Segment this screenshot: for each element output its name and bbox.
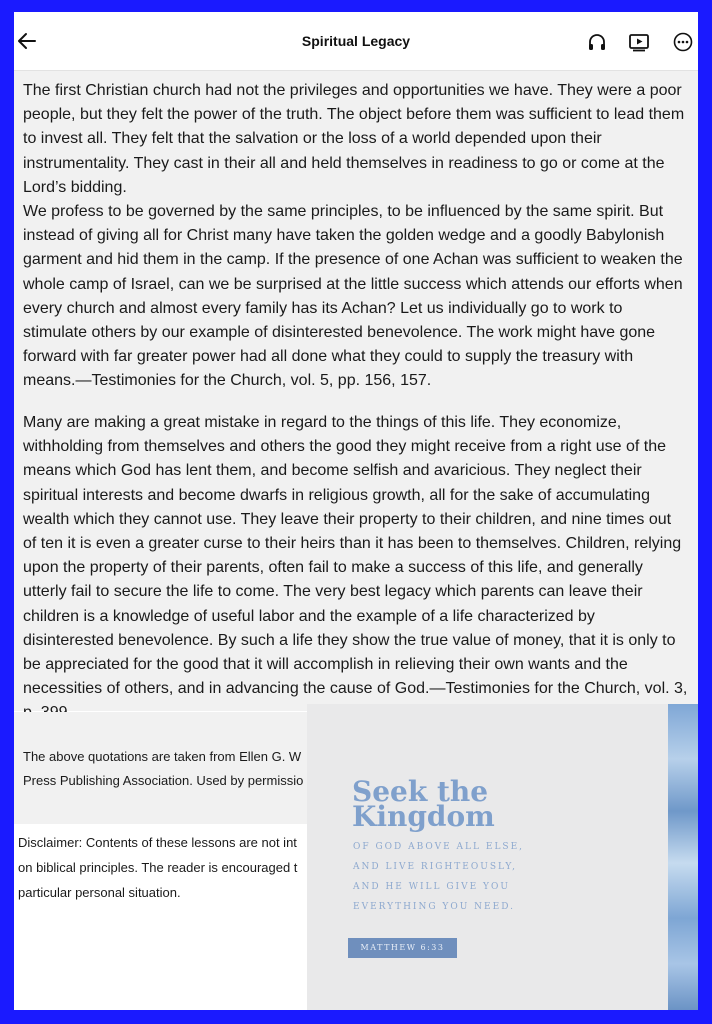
paragraph-1: The first Christian church had not the privileges and opportunities we have. They were a poor people, but they felt the power of the truth. The object before them was sufficient to lead them to invest all. They felt that the salvation or the loss of a world depended upon their instrumentality. They cast in their all and held themselves in readiness to go or come at the Lord’s bidding. (23, 82, 685, 196)
play-video-icon[interactable] (628, 31, 650, 53)
poster-verse-line-4: EVERYTHING YOU NEED. (353, 902, 515, 912)
disclaimer-line-3: particular personal situation. (18, 885, 181, 900)
poster-verse-line-1: OF GOD ABOVE ALL ELSE, (353, 842, 525, 852)
source-note-line-2: Press Publishing Association. Used by permissio (23, 773, 304, 788)
disclaimer-line-1: Disclaimer: Contents of these lessons are not int (18, 835, 297, 850)
paragraph-2: We profess to be governed by the same principles, to be influenced by the same spirit. But instead of giving all for Christ many have taken the golden wedge and a goodly Babylonish garment and hid them in the camp. If the presence of one Achan was sufficient to weaken the whole camp of Israel, can we be surprised at the little success which attends our efforts when every church and almost every family has its Achan? Let us individually go to work to stimulate others by our example of disinterested benevolence. The work might have gone forward with far greater power had all done what they could to supply the treasury with means.—Testimonies for the Church, vol. 5, pp. 156, 157. (23, 203, 683, 390)
more-options-icon[interactable] (672, 31, 694, 53)
app-window (14, 12, 698, 1010)
headphones-icon[interactable] (586, 31, 608, 53)
poster-verse-line-2: AND LIVE RIGHTEOUSLY, (353, 862, 518, 872)
poster-watercolor-stripe (668, 704, 698, 1010)
page-title: Spiritual Legacy (301, 33, 411, 49)
poster-title-line-1: Seek the (352, 775, 489, 808)
poster-title-line-2: Kingdom (352, 800, 495, 833)
poster-reference-badge: MATTHEW 6:33 (348, 938, 457, 958)
quote-block-1 (14, 79, 698, 394)
top-bar (14, 12, 698, 71)
lesson-content (14, 71, 698, 711)
disclaimer-line-2: on biblical principles. The reader is encouraged t (18, 860, 298, 875)
poster-verse-line-3: AND HE WILL GIVE YOU (353, 882, 510, 892)
source-note-line-1: The above quotations are taken from Ellen G. W (23, 749, 302, 764)
scripture-poster (307, 704, 698, 1010)
poster-title (352, 775, 652, 833)
paragraph-3: Many are making a great mistake in regard to the things of this life. They economize, withholding from themselves and others the good they might receive from a right use of the means which God has lent them, and become selfish and avaricious. They neglect their spiritual interests and become dwarfs in religious growth, all for the sake of accumulating wealth which they cannot use. They leave their property to their children, and nine times out of ten it is even a greater curse to their heirs than it has been to themselves. Children, relying upon the property of their parents, often fail to make a success of this life, and generally utterly fail to secure the life to come. The very best legacy which parents can leave their children is a knowledge of useful labor and the example of a life characterized by disinterested benevolence. By such a life they show the true value of money, that it is only to be appreciated for the good that it will accomplish in relieving their own wants and the necessities of others, and in advancing the cause of God.—Testimonies for the Church, vol. 3, (23, 414, 688, 698)
